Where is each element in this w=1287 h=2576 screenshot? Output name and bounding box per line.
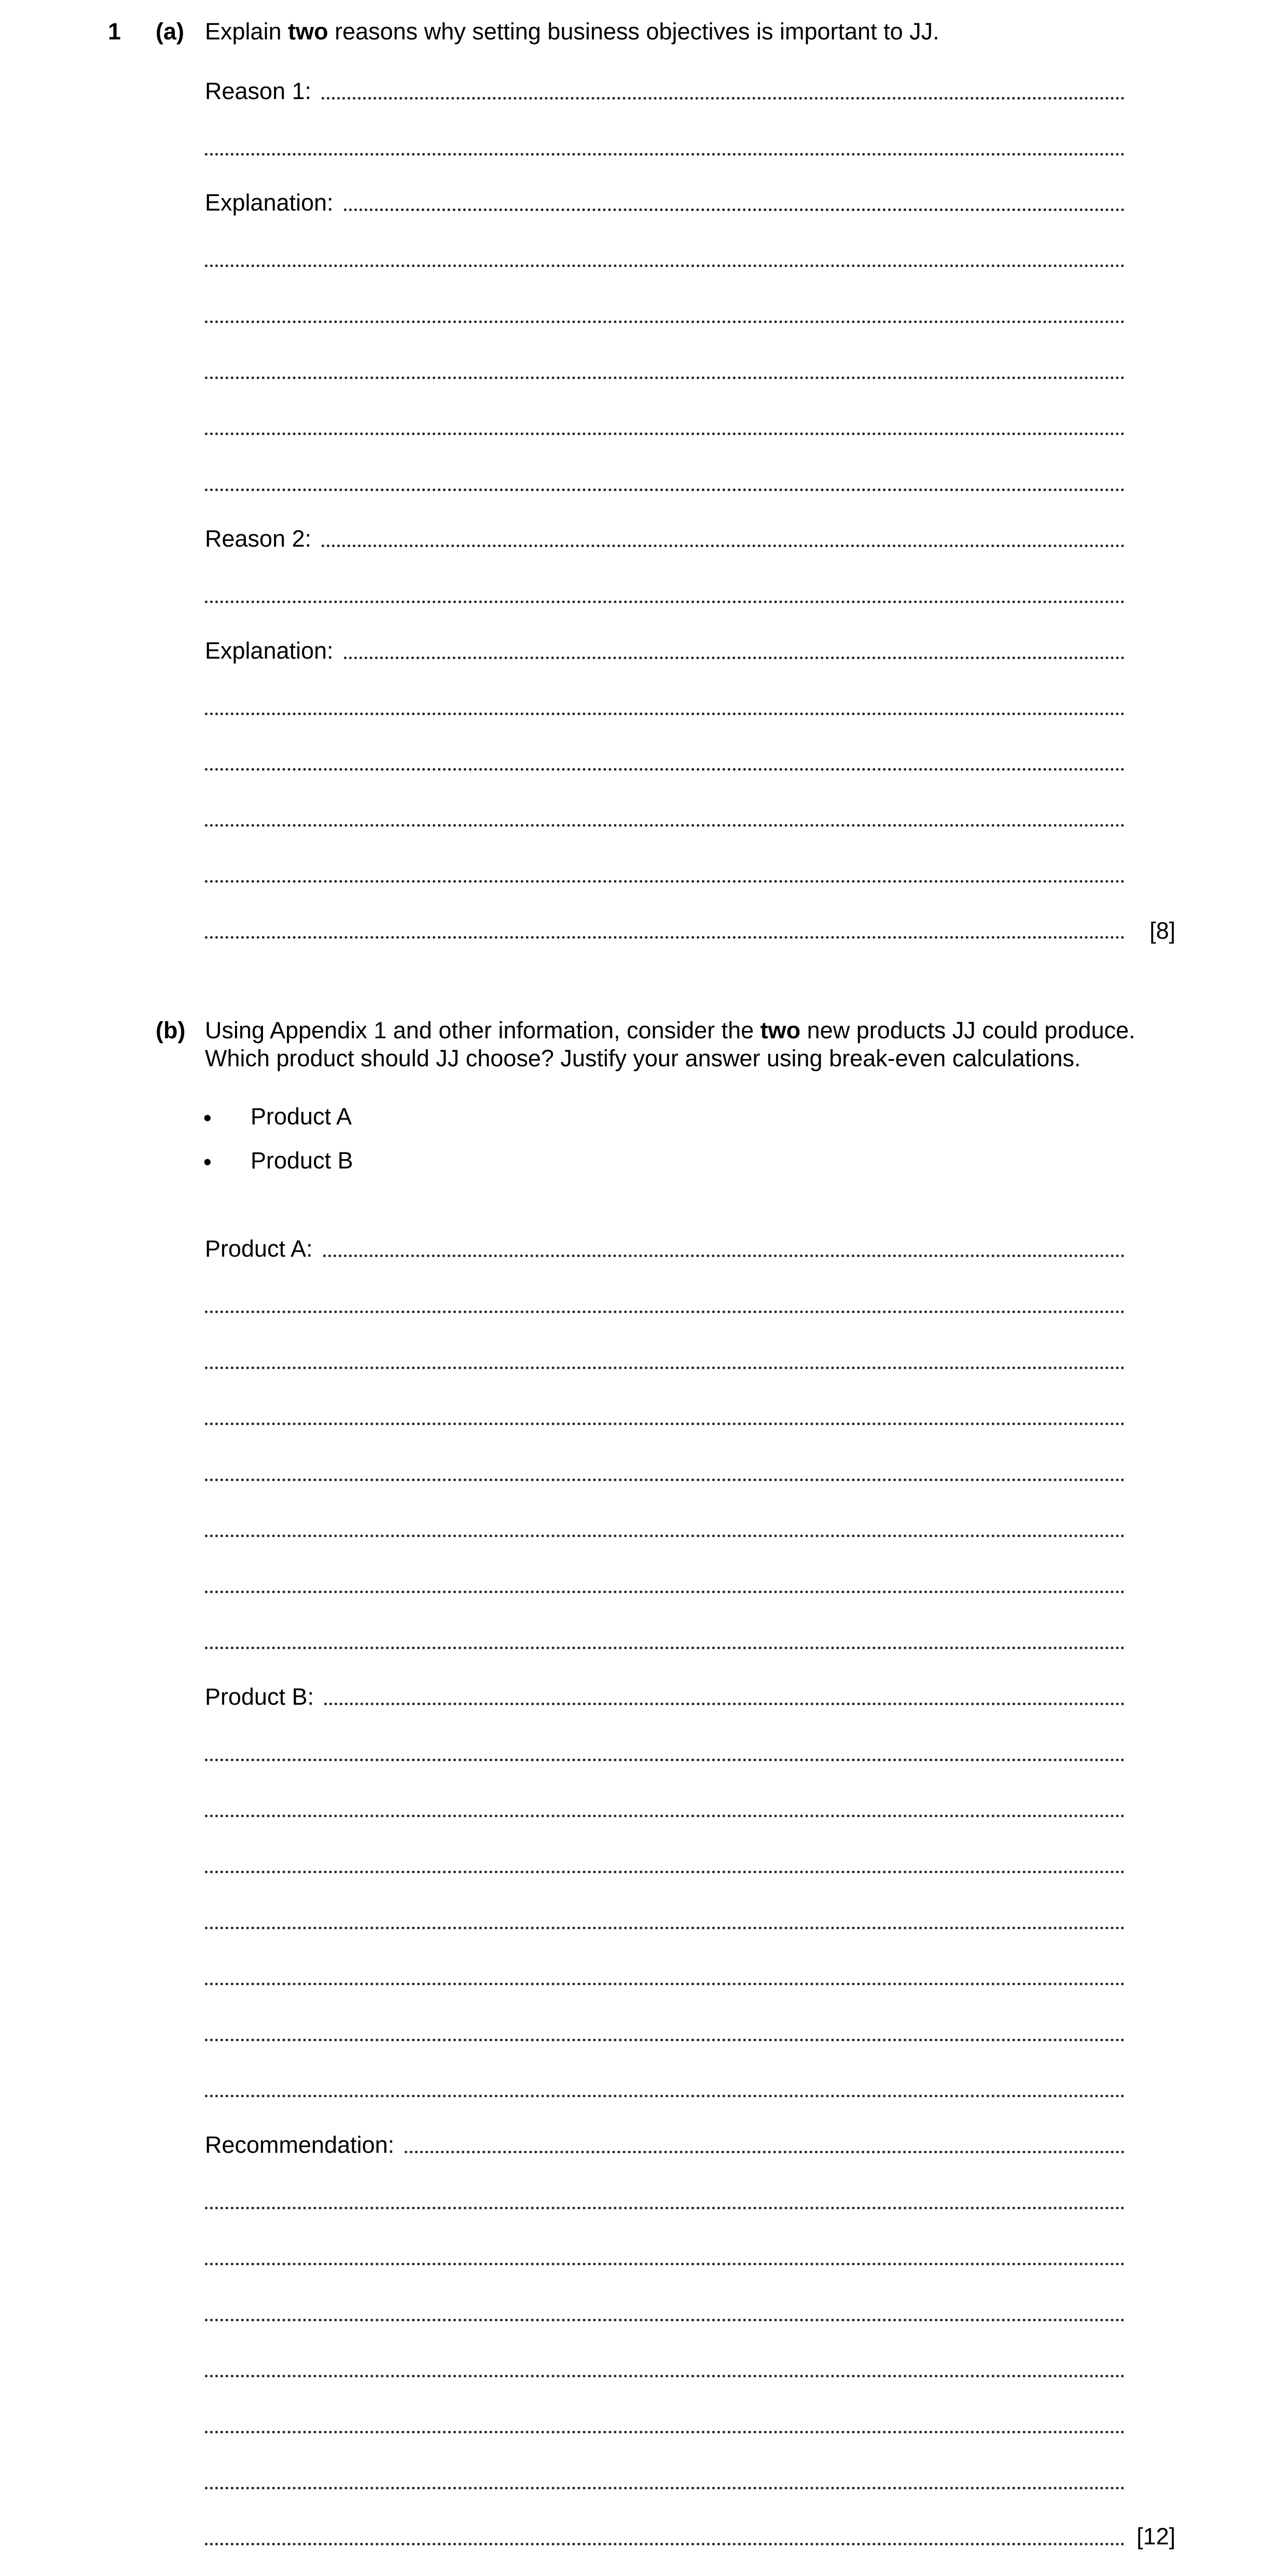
product-b-label: Product B: [205, 1683, 314, 1710]
answer-dots [205, 377, 1125, 379]
reason-2-line[interactable] [205, 525, 1125, 552]
answer-dots [322, 545, 1125, 547]
answer-dots [205, 1815, 1125, 1817]
part-b-prompt-emphasis: two [760, 1017, 801, 1043]
bullet-product-b: Product B [251, 1147, 353, 1174]
answer-line[interactable] [205, 2413, 1125, 2433]
bullet-product-a: Product A [251, 1103, 352, 1130]
answer-dots [205, 433, 1125, 435]
answer-dots [205, 1367, 1125, 1369]
reason-2-label: Reason 2: [205, 525, 312, 552]
answer-dots [205, 264, 1125, 267]
answer-dots [205, 880, 1125, 883]
answer-dots [205, 768, 1125, 771]
answer-dots [205, 1423, 1125, 1425]
answer-line[interactable] [205, 1516, 1125, 1537]
answer-line[interactable] [205, 806, 1125, 827]
answer-dots [205, 1311, 1125, 1313]
answer-dots [205, 1759, 1125, 1761]
answer-line[interactable] [205, 750, 1125, 771]
answer-dots [323, 1255, 1125, 1257]
question-number: 1 [108, 18, 121, 45]
answer-line[interactable] [205, 246, 1125, 267]
product-b-line[interactable] [205, 1683, 1125, 1710]
answer-line[interactable] [205, 470, 1125, 491]
answer-line[interactable] [205, 2077, 1125, 2097]
answer-dots [205, 2095, 1125, 2097]
answer-line[interactable] [205, 1965, 1125, 1985]
part-a-prompt-start: Explain [205, 18, 288, 45]
answer-dots [205, 321, 1125, 323]
reason-1-label: Reason 1: [205, 78, 312, 104]
answer-dots [344, 208, 1125, 211]
answer-dots [205, 2375, 1125, 2377]
answer-dots [324, 1703, 1125, 1705]
answer-line[interactable] [205, 2301, 1125, 2321]
answer-line[interactable] [205, 1348, 1125, 1369]
reason-1-line[interactable] [205, 78, 1125, 104]
answer-dots [205, 1591, 1125, 1593]
answer-dots [205, 2431, 1125, 2433]
part-a-prompt-emphasis: two [288, 18, 328, 45]
answer-line[interactable] [205, 1404, 1125, 1425]
part-a-prompt [205, 20, 939, 43]
answer-dots [205, 153, 1125, 156]
answer-line[interactable] [205, 302, 1125, 323]
answer-line[interactable] [205, 2357, 1125, 2377]
answer-line[interactable] [205, 135, 1125, 156]
answer-dots [344, 657, 1125, 659]
answer-dots [205, 2039, 1125, 2041]
answer-dots [205, 601, 1125, 603]
answer-dots [205, 2263, 1125, 2265]
part-b-prompt-start: Using Appendix 1 and other information, consider the [205, 1017, 760, 1043]
part-b-marks: [12] [1137, 2523, 1176, 2550]
answer-dots [205, 824, 1125, 827]
answer-line[interactable] [205, 1909, 1125, 1929]
answer-line[interactable] [205, 414, 1125, 435]
answer-line[interactable] [205, 1628, 1125, 1649]
answer-line[interactable] [205, 694, 1125, 715]
answer-dots [405, 2151, 1125, 2153]
answer-dots [205, 2487, 1125, 2489]
explanation-2-line[interactable] [205, 637, 1125, 664]
answer-line[interactable] [205, 1740, 1125, 1761]
bullet-point: • [203, 1149, 212, 1175]
answer-line[interactable] [205, 2525, 1125, 2545]
part-b-prompt-end: new products JJ could produce. [800, 1017, 1136, 1043]
explanation-1-line[interactable] [205, 189, 1125, 216]
answer-line[interactable] [205, 918, 1125, 939]
answer-dots [205, 1647, 1125, 1649]
answer-dots [205, 1927, 1125, 1929]
answer-line[interactable] [205, 1797, 1125, 1817]
answer-dots [205, 2319, 1125, 2321]
answer-dots [205, 1983, 1125, 1985]
answer-dots [205, 1535, 1125, 1537]
bullet-point: • [203, 1105, 212, 1131]
part-a-label: (a) [156, 18, 184, 45]
answer-line[interactable] [205, 358, 1125, 379]
answer-dots [205, 2207, 1125, 2209]
part-a-marks: [8] [1150, 917, 1176, 944]
recommendation-line[interactable] [205, 2132, 1125, 2158]
answer-line[interactable] [205, 2245, 1125, 2265]
answer-dots [205, 1479, 1125, 1481]
recommendation-label: Recommendation: [205, 2132, 395, 2158]
answer-line[interactable] [205, 862, 1125, 883]
answer-dots [205, 2543, 1125, 2545]
answer-dots [205, 936, 1125, 939]
answer-dots [322, 97, 1125, 100]
part-b-label: (b) [156, 1017, 186, 1043]
answer-line[interactable] [205, 1853, 1125, 1873]
product-a-label: Product A: [205, 1235, 313, 1262]
answer-line[interactable] [205, 2189, 1125, 2209]
part-b-prompt-line-2: Which product should JJ choose? Justify your answer using break-even calculations. [205, 1045, 1081, 1071]
explanation-2-label: Explanation: [205, 637, 334, 664]
product-a-line[interactable] [205, 1235, 1125, 1262]
answer-line[interactable] [205, 1292, 1125, 1313]
answer-line[interactable] [205, 1572, 1125, 1593]
answer-line[interactable] [205, 2469, 1125, 2489]
part-a-prompt-end: reasons why setting business objectives is important to JJ. [328, 18, 939, 45]
answer-dots [205, 489, 1125, 491]
answer-line[interactable] [205, 582, 1125, 603]
part-b-prompt-line-1 [205, 1019, 1136, 1042]
answer-line[interactable] [205, 2021, 1125, 2041]
answer-line[interactable] [205, 1460, 1125, 1481]
explanation-1-label: Explanation: [205, 189, 334, 216]
answer-dots [205, 713, 1125, 715]
answer-dots [205, 1871, 1125, 1873]
